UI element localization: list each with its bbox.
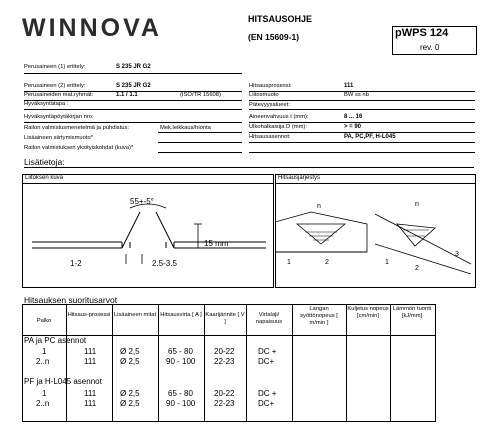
label-n: n xyxy=(317,203,321,210)
sequence-drawing xyxy=(275,184,474,286)
weld-table-title: Hitsauksen suoritusarvot xyxy=(24,295,118,305)
col-header: Hitsaus-prosessi xyxy=(67,312,111,318)
field-label: Hitsausasennot: xyxy=(249,134,291,140)
field-label: Pätevyysalueet: xyxy=(249,102,290,108)
col-header: Palko xyxy=(36,318,52,324)
label-2: 2 xyxy=(325,259,329,266)
cell-current: 65 - 80 xyxy=(168,347,193,356)
cell-filler: Ø 2,5 xyxy=(120,399,140,408)
label-n: n xyxy=(415,201,419,208)
cell-voltage: 20-22 xyxy=(214,389,235,398)
cell-palko: 1 xyxy=(42,389,47,398)
field-value: 1.1 / 1.1 xyxy=(116,92,138,98)
cell-current: 90 - 100 xyxy=(166,357,196,366)
field-label: Hitsausprosessi: xyxy=(249,83,292,89)
cell-palko: 1 xyxy=(42,347,47,356)
field-label: Railon valmistusmenetelmä ja puhdistus: xyxy=(24,125,130,131)
company-logo: WINNOVA xyxy=(22,14,162,42)
col-header: Hitsausvirta [ A ] xyxy=(160,312,202,318)
wps-revision: rev. 0 xyxy=(420,43,440,52)
field-label: Hyväksyntäpöytäkirjan nro: xyxy=(24,114,94,120)
cell-current: 90 - 100 xyxy=(166,399,196,408)
cell-filler: Ø 2,5 xyxy=(120,357,140,366)
label-3: 3 xyxy=(455,251,459,258)
wps-number: pWPS 124 xyxy=(395,27,449,39)
cell-voltage: 22-23 xyxy=(214,357,235,366)
group-label: PA ja PC asennot xyxy=(24,336,87,345)
joint-drawing xyxy=(22,184,272,286)
field-value: PA, PC,PF, H-L045 xyxy=(344,134,396,140)
field-label: Perusaineiden mat.ryhmät: xyxy=(24,92,94,98)
col-header: Lisäaineen mitat xyxy=(113,312,157,318)
cell-process: 111 xyxy=(84,357,97,366)
cell-process: 111 xyxy=(84,399,97,408)
field-value: BW ss nb xyxy=(344,92,369,98)
gap-label: 1-2 xyxy=(70,259,82,268)
field-label: Railon valmistuksen yksityiskohdat (kuva)* xyxy=(24,145,134,151)
cell-palko: 2..n xyxy=(36,399,50,408)
field-label: Ulkohalkaisija D (mm): xyxy=(249,124,307,130)
document-title: HITSAUSOHJE xyxy=(248,14,313,24)
col-header: Langan syöttönopeus [ m/min ] xyxy=(300,306,338,326)
document-standard: (EN 15609-1) xyxy=(248,32,300,42)
group-label: PF ja H-L045 asennot xyxy=(24,377,102,386)
field-value: S 235 JR G2 xyxy=(116,64,151,70)
cell-process: 111 xyxy=(84,347,97,356)
cell-voltage: 22-23 xyxy=(214,399,235,408)
cell-polarity: DC + xyxy=(258,389,277,398)
field-value: 111 xyxy=(344,83,354,89)
bevel-angle-label: 55+-5° xyxy=(130,197,154,206)
field-label: Hyväksyntätapa : xyxy=(24,101,69,107)
field-label: Lisäaineen siirtymismuoto* xyxy=(24,135,93,141)
field-note: (ISO/TR 15608) xyxy=(180,92,221,98)
joint-panel-title: Liitoksen kuva xyxy=(25,175,64,181)
col-header: Lämmön tuonti [kJ/mm] xyxy=(392,306,432,319)
field-label: Perusaineen (2) erittely: xyxy=(24,83,86,89)
cell-polarity: DC+ xyxy=(258,399,275,408)
cell-polarity: DC+ xyxy=(258,357,275,366)
cell-current: 65 - 80 xyxy=(168,389,193,398)
field-label: Liitosmuoto xyxy=(249,92,279,98)
label-2: 2 xyxy=(415,265,419,272)
field-value: 8 ... 16 xyxy=(344,114,363,120)
cell-filler: Ø 2,5 xyxy=(120,389,140,398)
field-value: > = 90 xyxy=(344,124,362,130)
label-1: 1 xyxy=(287,259,291,266)
col-header: Kaarijännite [ V ] xyxy=(205,312,245,325)
field-value: Mek.leikkaus/hionta xyxy=(160,125,211,131)
cell-palko: 2..n xyxy=(36,357,50,366)
extra-info-label: Lisätietoja: xyxy=(24,157,65,167)
field-label: Perusaineen (1) erittely: xyxy=(24,64,86,70)
cell-polarity: DC + xyxy=(258,347,277,356)
col-header: Virtalaji/ napaisuus xyxy=(255,312,283,325)
field-label: Aineenvahvuus t (mm): xyxy=(249,114,309,120)
label-1: 1 xyxy=(385,259,389,266)
field-value: S 235 JR G2 xyxy=(116,83,151,89)
cell-filler: Ø 2,5 xyxy=(120,347,140,356)
sequence-panel-title: Hitsausjärjestys xyxy=(278,175,321,181)
thickness-label: 15 mm xyxy=(204,239,229,248)
cell-voltage: 20-22 xyxy=(214,347,235,356)
root-face-label: 2.5-3.5 xyxy=(152,259,177,268)
cell-process: 111 xyxy=(84,389,97,398)
col-header: Kuljetus nopeus [cm/min] xyxy=(347,306,389,319)
